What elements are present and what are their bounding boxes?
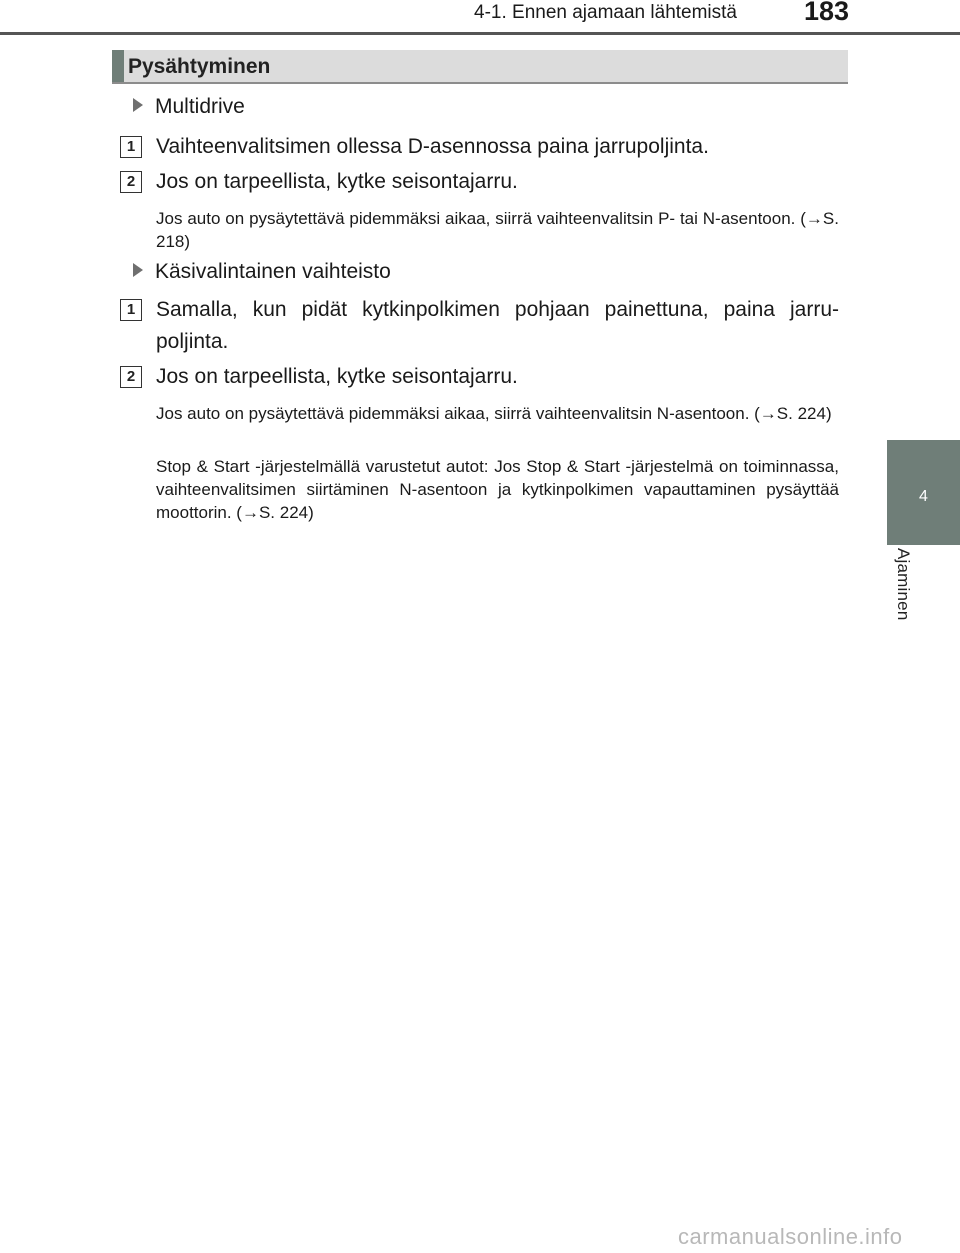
step-number-box: 2 <box>120 171 142 193</box>
step-number-box: 2 <box>120 366 142 388</box>
multidrive-heading-text: Multidrive <box>155 95 245 118</box>
multidrive-note: Jos auto on pysäytettävä pidemmäksi aikaa, siirrä vaihteenvalitsin P- tai N-asentoon. (→S. 218) <box>156 209 839 251</box>
manual-step1-text: Samalla, kun pidät kytkinpolkimen pohjaan painettuna, paina jarrupoljinta. <box>156 298 839 353</box>
triangle-right-icon <box>133 98 143 112</box>
multidrive-heading <box>133 94 245 120</box>
step-number-box: 1 <box>120 299 142 321</box>
multidrive-step1-text: Vaihteenvalitsimen ollessa D-asennossa paina jarrupoljinta. <box>156 135 709 158</box>
manual-step2-text: Jos on tarpeellista, kytke seisontajarru. <box>156 365 518 388</box>
chapter-label: Ajaminen <box>894 548 913 621</box>
manual-note-1: Jos auto on pysäytettävä pidemmäksi aikaa, siirrä vaihteenvalitsin N-asentoon. (→S. 224) <box>156 404 832 423</box>
section-title: Pysähtyminen <box>128 55 271 78</box>
chapter-number: 4 <box>919 488 928 505</box>
triangle-right-icon <box>133 263 143 277</box>
footer-watermark: carmanualsonline.info <box>678 1224 903 1249</box>
manual-heading-text: Käsivalintainen vaihteisto <box>155 260 391 283</box>
chapter-label-wrap <box>893 548 923 648</box>
section-header <box>112 50 848 84</box>
page-number: 183 <box>804 0 850 26</box>
step-number-box: 1 <box>120 136 142 158</box>
section-accent-bar <box>112 50 124 82</box>
header-section-title: 4-1. Ennen ajamaan lähtemistä <box>474 2 737 23</box>
manual-note-2: Stop & Start -järjestelmällä varustetut autot: Jos Stop & Start -järjestelmä on toiminnassa, vaihteenvalitsimen siirtäminen N-asentoon ja kytkinpolkimen vapauttaminen pysäyttää moottorin. (→S. 224) <box>156 457 839 522</box>
chapter-tab <box>887 440 960 545</box>
manual-heading <box>133 259 391 285</box>
multidrive-step2-text: Jos on tarpeellista, kytke seisontajarru. <box>156 170 518 193</box>
header-rule <box>0 32 960 35</box>
